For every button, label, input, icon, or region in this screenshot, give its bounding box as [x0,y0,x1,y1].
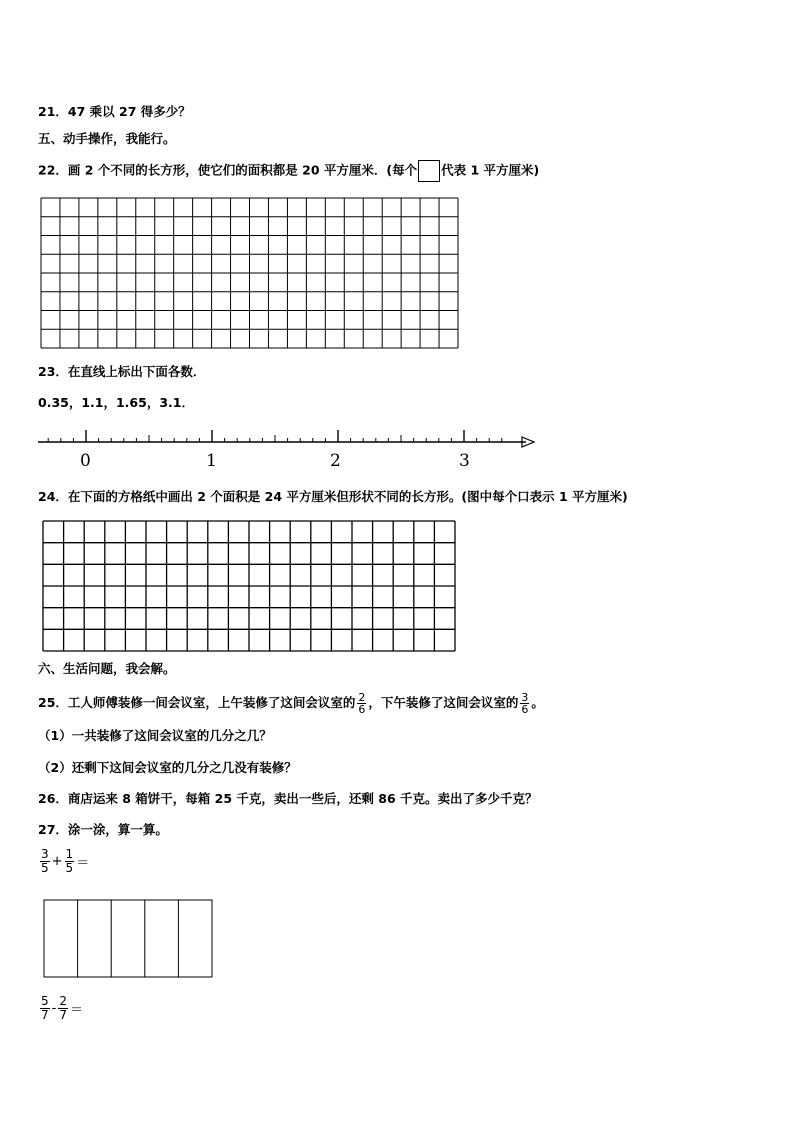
minus-sign: - [51,1001,57,1016]
axis-label-3: 3 [459,451,470,471]
question-27: 27．涂一涂，算一算。 [38,822,168,837]
grid-paper-2 [42,520,456,652]
question-25-prefix: 25．工人师傅装修一间会议室，上午装修了这间会议室的 [38,695,356,710]
fraction-denominator: 5 [41,861,49,875]
fraction-numerator: 5 [41,994,49,1008]
question-22-prefix: 22．画 2 个不同的长方形，使它们的面积都是 20 平方厘米．(每个 [38,162,418,178]
equation-1 [38,848,89,875]
fraction-1-5 [65,848,75,875]
grid-paper-1 [40,197,459,349]
fraction-bar-outline [44,900,212,977]
fraction-2-6 [357,692,366,715]
unit-square-icon [418,160,440,182]
question-25-suffix: 。 [531,695,544,710]
question-26: 26．商店运来 8 箱饼干，每箱 25 千克，卖出一些后，还剩 86 千克。卖出了多少千克？ [38,791,538,806]
question-22-suffix: 代表 1 平方厘米) [441,162,540,178]
fraction-2-7 [58,995,68,1022]
fraction-denominator: 5 [65,861,74,875]
fraction-5-7 [40,995,50,1022]
axis-label-0: 0 [80,451,91,471]
fraction-3-5 [40,848,50,875]
question-25 [38,688,544,718]
fraction-denominator: 7 [59,1008,67,1022]
fraction-numerator: 2 [358,691,366,704]
fraction-numerator: 3 [41,847,49,861]
question-23: 23．在直线上标出下面各数． [38,364,206,379]
axis-label-1: 1 [206,451,217,471]
fraction-numerator: 2 [59,994,67,1008]
fraction-numerator: 1 [65,847,74,861]
equation-2 [38,995,83,1022]
fraction-bar-fifths [43,899,214,979]
equals-sign: ＝ [69,1003,83,1018]
equals-sign: ＝ [76,856,90,871]
question-22 [38,160,539,182]
fraction-denominator: 6 [358,703,366,716]
question-21: 21．47 乘以 27 得多少？ [38,104,191,119]
fraction-numerator: 3 [521,691,529,704]
axis-label-2: 2 [330,451,341,471]
plus-sign: + [51,854,63,869]
section-5-heading: 五、动手操作，我能行。 [38,131,176,146]
fraction-denominator: 6 [521,703,529,716]
question-25-middle: ，下午装修了这间会议室的 [368,695,519,710]
question-24: 24．在下面的方格纸中画出 2 个面积是 24 平方厘米但形状不同的长方形。(图中每个口表示 1 平方厘米) [38,489,628,504]
question-23-numbers: 0.35，1.1，1.65，3.1． [38,395,194,410]
question-25-sub-2: （2）还剩下这间会议室的几分之几没有装修？ [38,760,297,775]
section-6-heading: 六、生活问题，我会解。 [38,661,176,676]
fraction-denominator: 7 [41,1008,49,1022]
question-25-sub-1: （1）一共装修了这间会议室的几分之几？ [38,728,272,743]
fraction-3-6 [520,692,529,715]
